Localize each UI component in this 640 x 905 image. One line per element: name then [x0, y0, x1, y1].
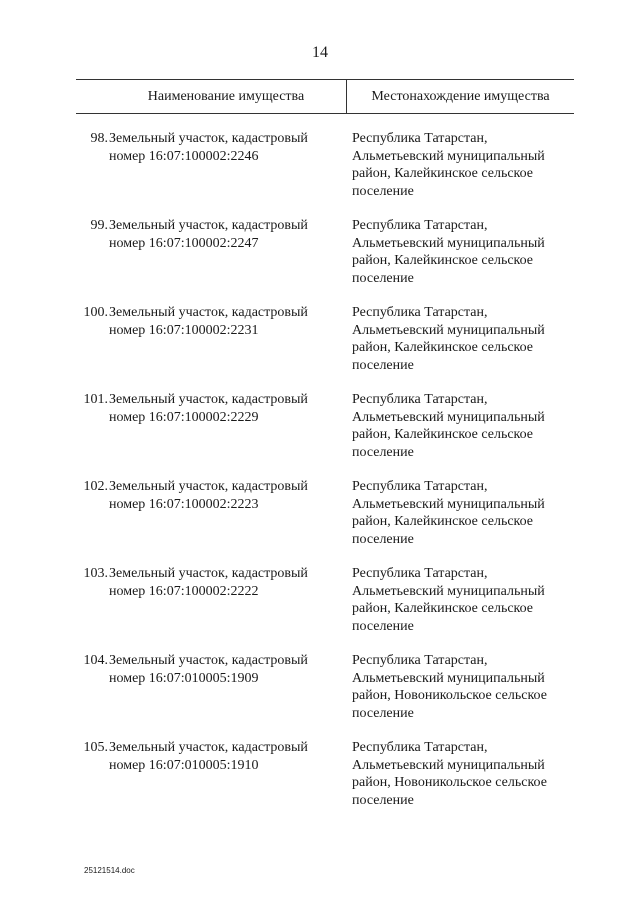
table-row	[76, 217, 574, 304]
table-row	[76, 739, 574, 826]
table-row	[76, 391, 574, 478]
row-property-name: Земельный участок, кадастровый номер 16:07:100002:2246	[109, 131, 308, 164]
row-property-name: Земельный участок, кадастровый номер 16:07:100002:2247	[109, 218, 308, 251]
page-number: 14	[312, 44, 328, 61]
row-number: 103.	[83, 566, 108, 581]
table-row	[76, 478, 574, 565]
row-number: 99.	[90, 218, 108, 233]
row-property-location: Республика Татарстан, Альметьевский муниципальный район, Калейкинское сельское поселение	[352, 479, 545, 547]
row-number: 100.	[83, 305, 108, 320]
table-header	[76, 79, 574, 114]
row-property-name: Земельный участок, кадастровый номер 16:07:100002:2229	[109, 392, 308, 425]
row-property-location: Республика Татарстан, Альметьевский муниципальный район, Калейкинское сельское поселение	[352, 218, 545, 286]
row-number: 102.	[83, 479, 108, 494]
row-number: 98.	[90, 131, 108, 146]
row-property-location: Республика Татарстан, Альметьевский муниципальный район, Калейкинское сельское поселение	[352, 392, 545, 460]
row-number: 104.	[83, 653, 108, 668]
row-property-name: Земельный участок, кадастровый номер 16:07:010005:1910	[109, 740, 308, 773]
row-property-location: Республика Татарстан, Альметьевский муниципальный район, Калейкинское сельское поселение	[352, 305, 545, 373]
row-number: 105.	[83, 740, 108, 755]
table-row	[76, 130, 574, 217]
table-row	[76, 565, 574, 652]
row-number: 101.	[83, 392, 108, 407]
row-property-name: Земельный участок, кадастровый номер 16:07:100002:2222	[109, 566, 308, 599]
row-property-name: Земельный участок, кадастровый номер 16:07:100002:2231	[109, 305, 308, 338]
header-name-column: Наименование имущества	[147, 89, 305, 104]
table-row	[76, 304, 574, 391]
property-list	[76, 130, 574, 826]
table-row	[76, 652, 574, 739]
row-property-name: Земельный участок, кадастровый номер 16:07:010005:1909	[109, 653, 308, 686]
row-property-location: Республика Татарстан, Альметьевский муниципальный район, Новоникольское сельское поселение	[352, 740, 547, 808]
row-property-location: Республика Татарстан, Альметьевский муниципальный район, Новоникольское сельское поселение	[352, 653, 547, 721]
row-property-location: Республика Татарстан, Альметьевский муниципальный район, Калейкинское сельское поселение	[352, 131, 545, 199]
header-location-column: Местонахождение имущества	[371, 89, 550, 104]
row-property-name: Земельный участок, кадастровый номер 16:07:100002:2223	[109, 479, 308, 512]
row-property-location: Республика Татарстан, Альметьевский муниципальный район, Калейкинское сельское поселение	[352, 566, 545, 634]
footer-filename: 25121514.doc	[84, 866, 135, 875]
